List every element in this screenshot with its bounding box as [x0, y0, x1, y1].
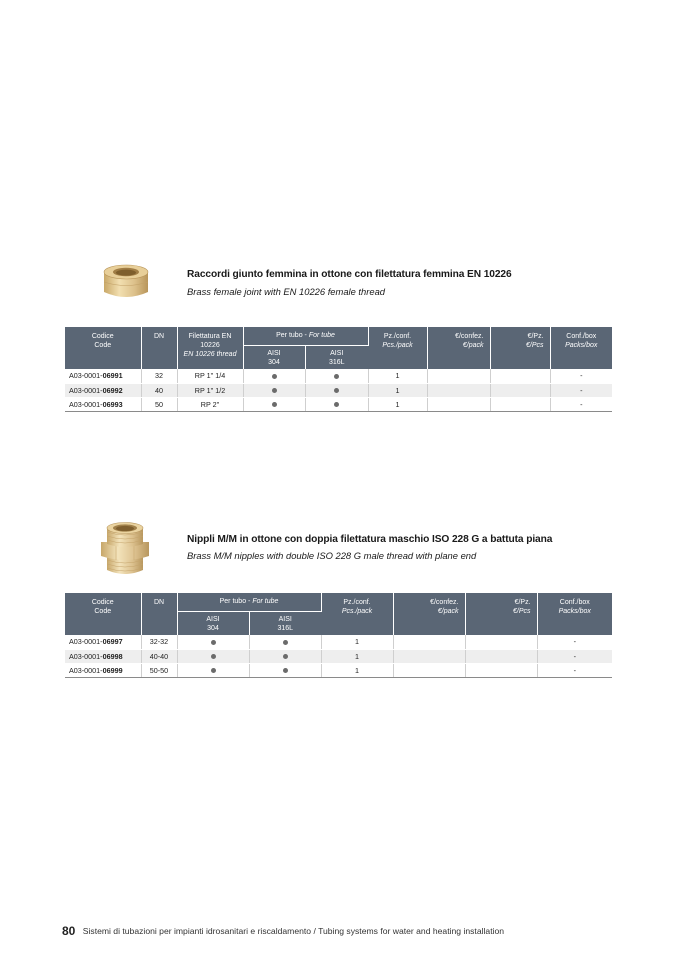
pcs-cell: 1 — [321, 663, 393, 677]
eur-pack-cell — [393, 649, 465, 663]
box-cell: - — [550, 369, 612, 383]
section2-title: Nippli M/M in ottone con doppia filettatura maschio ISO 228 G a battuta piana — [187, 534, 553, 545]
header-dn: DN — [141, 593, 177, 635]
filled-dot-icon — [211, 668, 216, 673]
thread-cell: RP 2" — [177, 397, 243, 411]
box-cell: - — [550, 397, 612, 411]
header-pcs-pack: Pz./conf. Pcs./pack — [368, 327, 427, 369]
eur-pack-cell — [427, 397, 490, 411]
code-cell: A03-0001-06991 — [65, 369, 141, 383]
pcs-cell: 1 — [368, 369, 427, 383]
dn-cell: 32-32 — [141, 635, 177, 649]
filled-dot-icon — [283, 668, 288, 673]
box-cell: - — [537, 663, 612, 677]
header-code: Codice Code — [65, 327, 141, 369]
code-cell: A03-0001-06997 — [65, 635, 141, 649]
table-row — [65, 397, 612, 411]
code-cell: A03-0001-06999 — [65, 663, 141, 677]
header-pcs-pack: Pz./conf. Pcs./pack — [321, 593, 393, 635]
eur-pack-cell — [393, 663, 465, 677]
pcs-cell: 1 — [368, 383, 427, 397]
table-row — [65, 663, 612, 677]
section1-table — [65, 327, 612, 412]
thread-cell: RP 1" 1/2 — [177, 383, 243, 397]
section2-table — [65, 593, 612, 678]
header-thread: Filettatura EN 10226 EN 10226 thread — [177, 327, 243, 369]
header-aisi-304: AISI 304 — [243, 345, 305, 369]
header-aisi-304: AISI 304 — [177, 611, 249, 635]
brass-female-joint-icon — [100, 262, 152, 302]
header-eur-pack: €/confez. €/pack — [393, 593, 465, 635]
header-eur-pack: €/confez. €/pack — [427, 327, 490, 369]
pcs-cell: 1 — [321, 649, 393, 663]
box-cell: - — [550, 383, 612, 397]
box-cell: - — [537, 635, 612, 649]
header-box: Conf./box Packs/box — [550, 327, 612, 369]
page-number: 80 — [62, 924, 76, 938]
header-box: Conf./box Packs/box — [537, 593, 612, 635]
dn-cell: 50-50 — [141, 663, 177, 677]
pcs-cell: 1 — [321, 635, 393, 649]
dn-cell: 32 — [141, 369, 177, 383]
eur-pack-cell — [427, 383, 490, 397]
filled-dot-icon — [272, 388, 277, 393]
header-eur-pc: €/Pz. €/Pcs — [465, 593, 537, 635]
header-per-tube: Per tubo - For tube — [177, 593, 321, 611]
table-row — [65, 383, 612, 397]
filled-dot-icon — [334, 388, 339, 393]
code-cell: A03-0001-06993 — [65, 397, 141, 411]
eur-pc-cell — [465, 663, 537, 677]
eur-pack-cell — [393, 635, 465, 649]
header-dn: DN — [141, 327, 177, 369]
filled-dot-icon — [211, 654, 216, 659]
eur-pc-cell — [490, 369, 550, 383]
table-row — [65, 649, 612, 663]
code-cell: A03-0001-06992 — [65, 383, 141, 397]
filled-dot-icon — [334, 374, 339, 379]
table-row — [65, 369, 612, 383]
filled-dot-icon — [272, 374, 277, 379]
dn-cell: 40-40 — [141, 649, 177, 663]
header-eur-pc: €/Pz. €/Pcs — [490, 327, 550, 369]
filled-dot-icon — [211, 640, 216, 645]
header-code: Codice Code — [65, 593, 141, 635]
box-cell: - — [537, 649, 612, 663]
eur-pc-cell — [465, 649, 537, 663]
header-aisi-316l: AISI 316L — [249, 611, 321, 635]
header-per-tube: Per tubo - For tube — [243, 327, 368, 345]
section1-title: Raccordi giunto femmina in ottone con filettatura femmina EN 10226 — [187, 269, 512, 280]
filled-dot-icon — [283, 654, 288, 659]
filled-dot-icon — [334, 402, 339, 407]
eur-pc-cell — [490, 383, 550, 397]
table-row — [65, 635, 612, 649]
eur-pc-cell — [490, 397, 550, 411]
pcs-cell: 1 — [368, 397, 427, 411]
filled-dot-icon — [272, 402, 277, 407]
header-aisi-316l: AISI 316L — [305, 345, 368, 369]
eur-pc-cell — [465, 635, 537, 649]
filled-dot-icon — [283, 640, 288, 645]
thread-cell: RP 1" 1/4 — [177, 369, 243, 383]
dn-cell: 50 — [141, 397, 177, 411]
section1-subtitle: Brass female joint with EN 10226 female thread — [187, 286, 386, 297]
eur-pack-cell — [427, 369, 490, 383]
dn-cell: 40 — [141, 383, 177, 397]
section2-subtitle: Brass M/M nipples with double ISO 228 G male thread with plane end — [187, 550, 477, 561]
brass-nipple-icon — [98, 520, 152, 578]
code-cell: A03-0001-06998 — [65, 649, 141, 663]
page-footer — [62, 924, 504, 938]
footer-text: Sistemi di tubazioni per impianti idrosanitari e riscaldamento / Tubing systems for water and heating installation — [82, 926, 505, 936]
